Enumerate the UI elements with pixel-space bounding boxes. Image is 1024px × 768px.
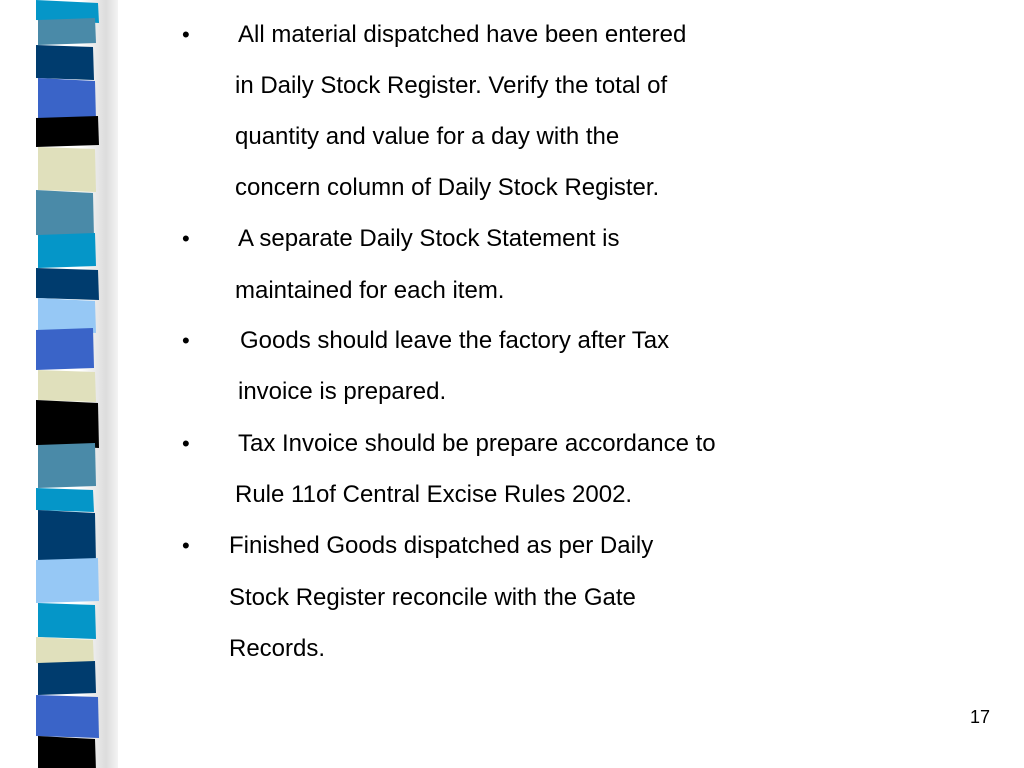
bullet-text-line: Goods should leave the factory after Tax: [240, 327, 670, 354]
bullet-text-line: quantity and value for a day with the: [235, 123, 620, 150]
bullet-text-line: Tax Invoice should be prepare accordance to: [238, 430, 716, 457]
bullet-text-line: in Daily Stock Register. Verify the total of: [235, 72, 668, 99]
bullet-text-line: invoice is prepared.: [238, 378, 447, 405]
bullet-marker: •: [182, 533, 190, 558]
bullet-text-line: All material dispatched have been entered: [238, 21, 687, 48]
bullet-text-line: Stock Register reconcile with the Gate: [229, 584, 636, 611]
bullet-marker: •: [182, 22, 190, 47]
bullet-text-line: maintained for each item.: [235, 277, 505, 304]
bullet-marker: •: [182, 431, 190, 456]
bullet-text-line: concern column of Daily Stock Register.: [235, 174, 660, 201]
bullet-text-line: Rule 11of Central Excise Rules 2002.: [235, 481, 633, 508]
bullet-text-line: Records.: [229, 635, 326, 662]
bullet-text-line: A separate Daily Stock Statement is: [238, 225, 620, 252]
bullet-marker: •: [182, 328, 190, 353]
page-number: 17: [969, 707, 990, 727]
bullet-text-line: Finished Goods dispatched as per Daily: [229, 532, 654, 559]
bullet-marker: •: [182, 226, 190, 251]
